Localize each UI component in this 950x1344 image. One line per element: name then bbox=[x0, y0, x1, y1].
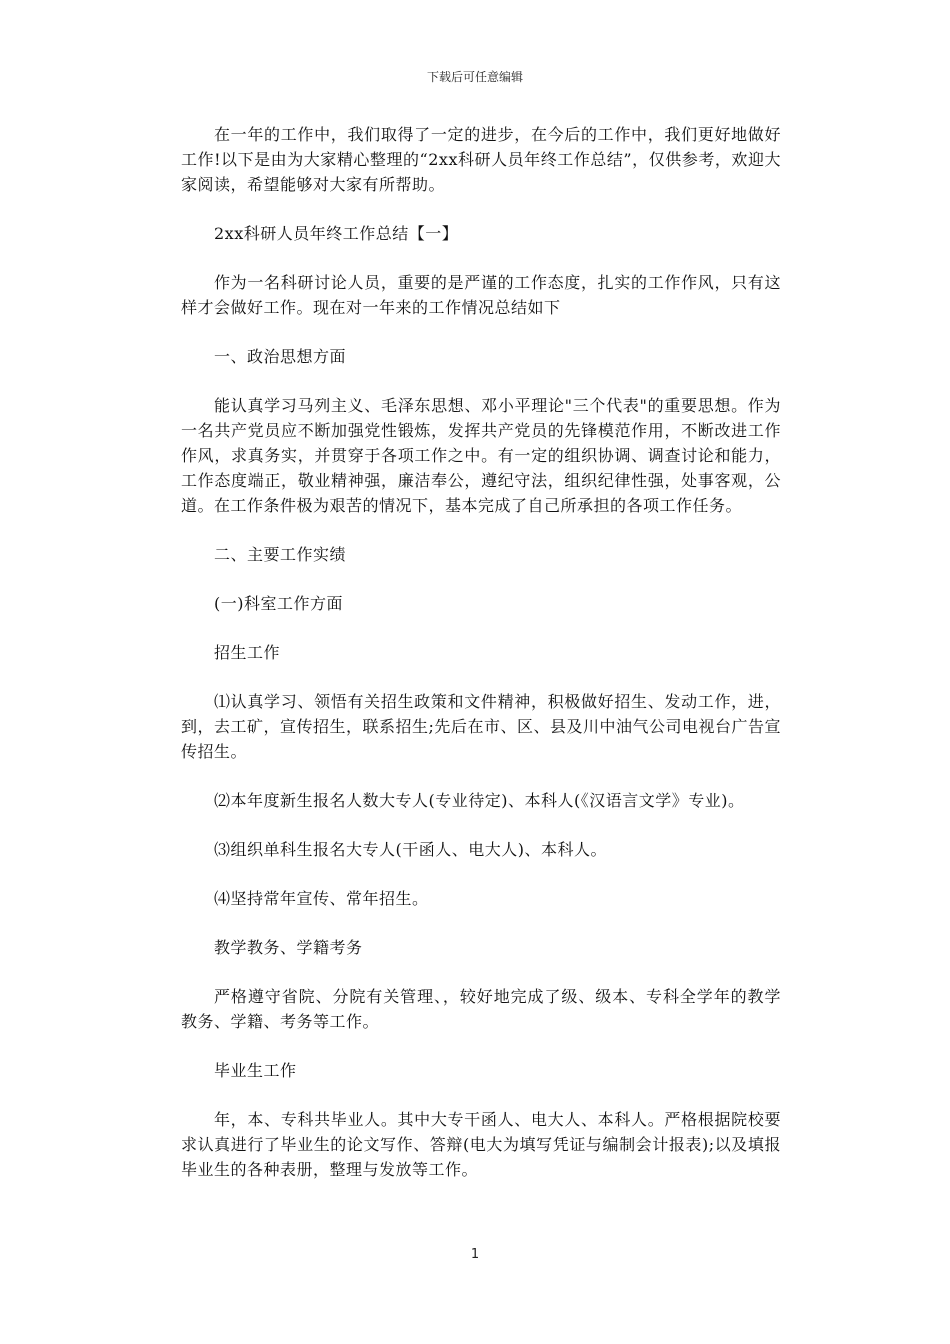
body-paragraph: 作为一名科研讨论人员，重要的是严谨的工作态度，扎实的工作作风，只有这样才会做好工作。现在对一年来的工作情况总结如下 bbox=[181, 273, 781, 317]
subheading-enrollment: 招生工作 bbox=[214, 643, 281, 662]
list-item: ⑴认真学习、领悟有关招生政策和文件精神，积极做好招生、发动工作，进，到，去工矿，宣传招生，联系招生;先后在市、区、县及川中油气公司电视台广告宣传招生。 bbox=[181, 692, 781, 761]
subheading-teaching: 教学教务、学籍考务 bbox=[214, 938, 363, 957]
list-item: ⑷坚持常年宣传、常年招生。 bbox=[214, 889, 429, 908]
list-item: ⑶组织单科生报名大专人(干函人、电大人)、本科人。 bbox=[214, 840, 607, 859]
subheading-department: (一)科室工作方面 bbox=[214, 594, 343, 613]
body-paragraph: 年，本、专科共毕业人。其中大专干函人、电大人、本科人。严格根据院校要求认真进行了毕业生的论文写作、答辩(电大为填写凭证与编制会计报表);以及填报毕业生的各种表册，整理与发放等工作。 bbox=[181, 1110, 781, 1179]
document-body bbox=[181, 122, 781, 1206]
subheading-graduates: 毕业生工作 bbox=[214, 1061, 297, 1080]
body-paragraph: 严格遵守省院、分院有关管理、，较好地完成了级、级本、专科全学年的教学教务、学籍、考务等工作。 bbox=[181, 987, 781, 1031]
body-paragraph: 能认真学习马列主义、毛泽东思想、邓小平理论"三个代表"的重要思想。作为一名共产党员应不断加强党性锻炼，发挥共产党员的先锋模范作用，不断改进工作作风，求真务实，并贯穿于各项工作之中。有一定的组织协调、调查讨论和能力，工作态度端正，敬业精神强，廉洁奉公，遵纪守法，组织纪律性强，处事客观，公道。在工作条件极为艰苦的情况下，基本完成了自己所承担的各项工作任务。 bbox=[181, 396, 781, 515]
intro-paragraph: 在一年的工作中，我们取得了一定的进步，在今后的工作中，我们更好地做好工作!以下是由为大家精心整理的“2xx科研人员年终工作总结”，仅供参考，欢迎大家阅读，希望能够对大家有所帮助。 bbox=[181, 125, 781, 194]
list-item: ⑵本年度新生报名人数大专人(专业待定)、本科人(《汉语言文学》专业)。 bbox=[214, 791, 745, 810]
page-number: 1 bbox=[470, 1247, 480, 1262]
section-title: 2xx科研人员年终工作总结【一】 bbox=[214, 224, 459, 243]
page-header: 下载后可任意编辑 bbox=[426, 70, 523, 84]
heading-political: 一、政治思想方面 bbox=[214, 347, 347, 366]
heading-achievements: 二、主要工作实绩 bbox=[214, 545, 347, 564]
